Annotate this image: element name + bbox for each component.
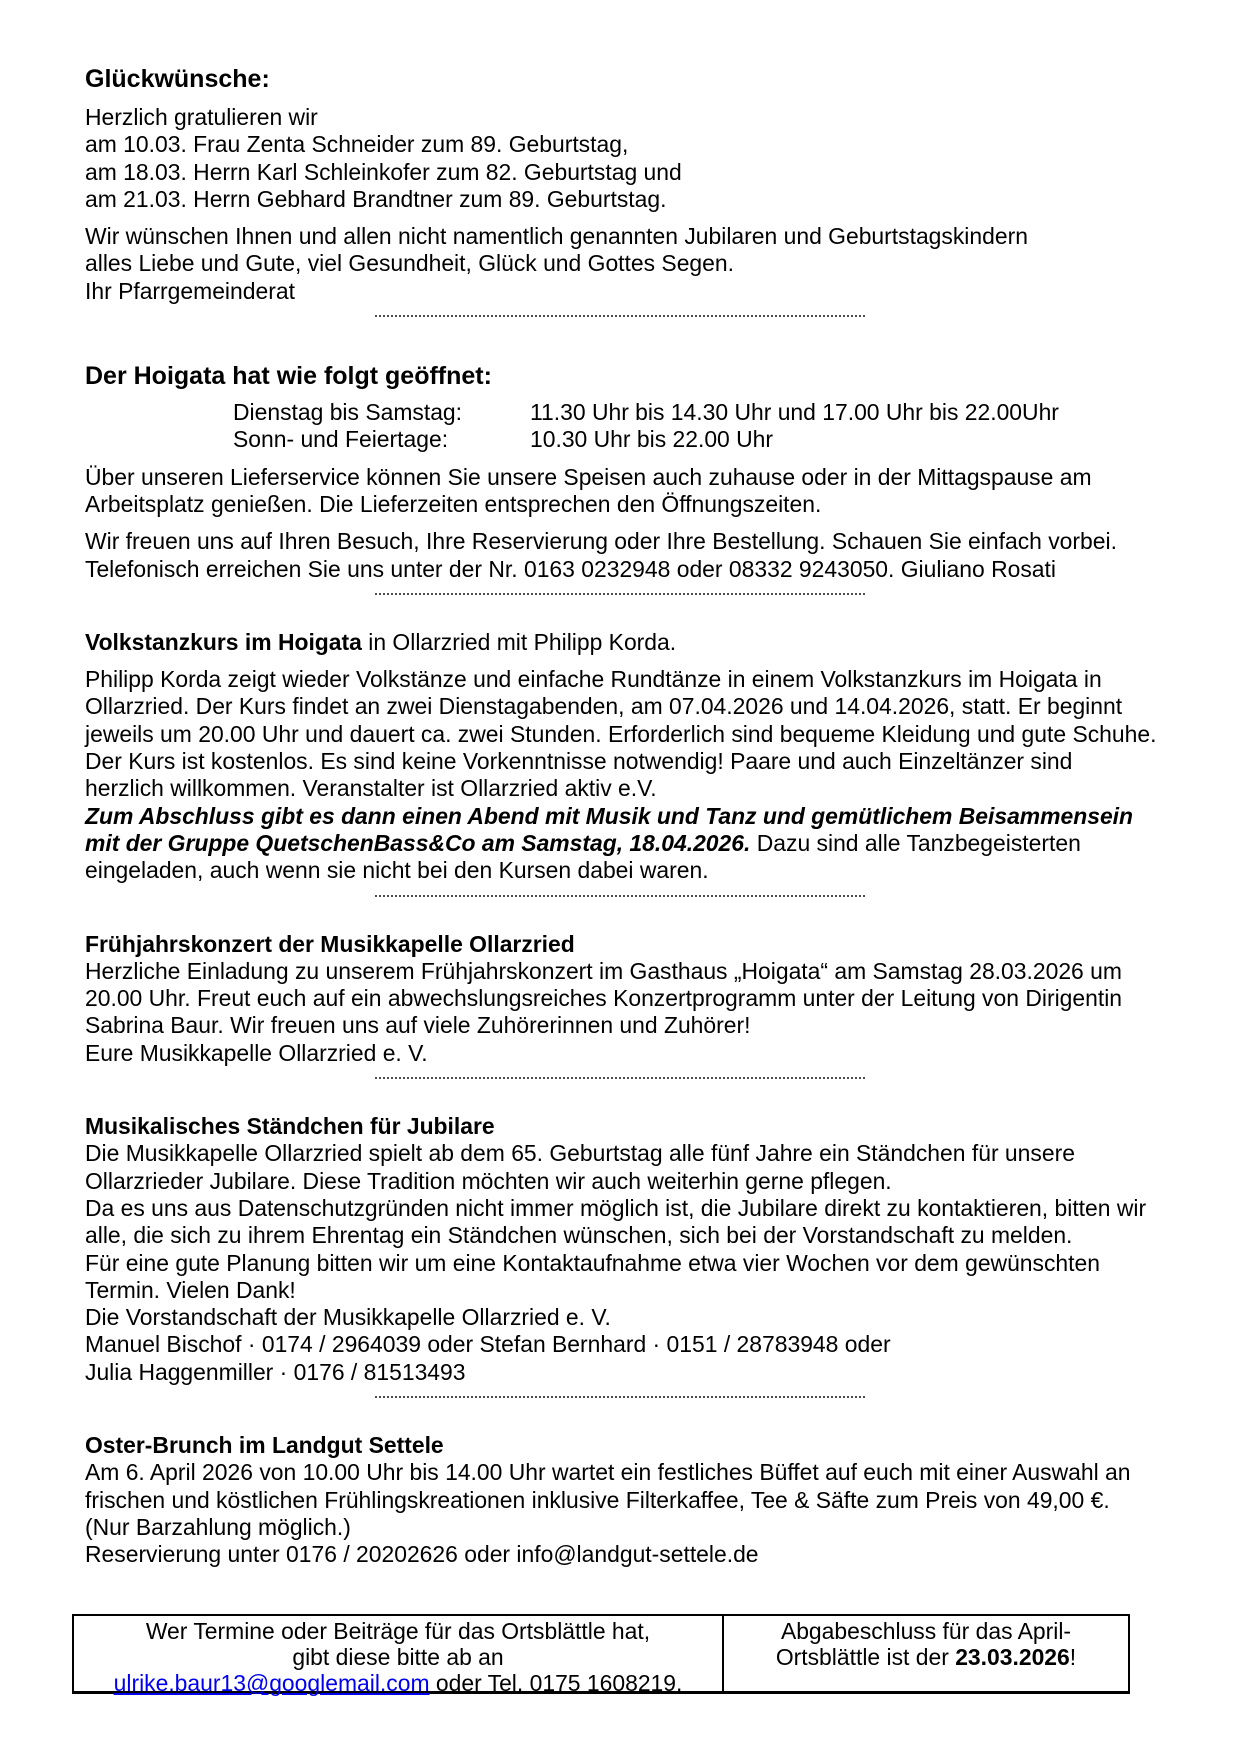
text-line: Ollarzried. Der Kurs findet an zwei Dienstagabenden, am 07.04.2026 und 14.04.2026, statt. Er beginnt <box>85 693 1123 720</box>
opening-hours-day-label: Sonn- und Feiertage: <box>233 426 449 453</box>
opening-hours-time-value: 10.30 Uhr bis 22.00 Uhr <box>530 426 774 453</box>
text-segment: mit der Gruppe QuetschenBass&Co am Samstag, 18.04.2026. <box>85 829 751 856</box>
text-line: Die Vorstandschaft der Musikkapelle Ollarzried e. V. <box>85 1304 611 1331</box>
paragraph <box>85 464 1130 519</box>
text-line: Wir freuen uns auf Ihren Besuch, Ihre Reservierung oder Ihre Bestellung. Schauen Sie einfach vorbei. <box>85 528 1117 555</box>
section-volkstanzkurs <box>85 628 1157 897</box>
text-line: Reservierung unter 0176 / 20202626 oder info@landgut-settele.de <box>85 1541 759 1568</box>
text-segment: 23.03.2026 <box>955 1644 1070 1671</box>
opening-hours-row <box>233 426 1130 453</box>
footer-text-line: gibt diese bitte ab an <box>292 1644 504 1671</box>
opening-hours-time-value: 11.30 Uhr bis 14.30 Uhr und 17.00 Uhr bis 22.00Uhr <box>530 399 1059 426</box>
footer-text-line: Abgabeschluss für das April- <box>780 1618 1072 1645</box>
section-glueckwuensche <box>85 64 1130 317</box>
text-line: (Nur Barzahlung möglich.) <box>85 1513 351 1540</box>
section-heading: Der Hoigata hat wie folgt geöffnet: <box>85 362 492 391</box>
text-segment: Ortsblättle ist der <box>775 1644 956 1671</box>
text-line: 20.00 Uhr. Freut euch auf ein abwechslungsreiches Konzertprogramm unter der Leitung von Dirigentin <box>85 985 1123 1012</box>
text-line: am 18.03. Herrn Karl Schleinkofer zum 82. Geburtstag und <box>85 158 682 185</box>
dotted-divider <box>375 315 865 317</box>
text-line: am 21.03. Herrn Gebhard Brandtner zum 89. Geburtstag. <box>85 185 667 212</box>
text-line: eingeladen, auch wenn sie nicht bei den Kursen dabei waren. <box>85 857 709 884</box>
dotted-divider <box>375 895 865 897</box>
dotted-divider <box>375 593 865 595</box>
text-line: Julia Haggenmiller · 0176 / 81513493 <box>85 1358 466 1385</box>
text-segment: Zum Abschluss gibt es dann einen Abend mit Musik und Tanz und gemütlichem Beisammensein <box>85 802 1134 829</box>
footer-submission-info <box>74 1616 724 1697</box>
text-line: Termin. Vielen Dank! <box>85 1276 296 1303</box>
paragraph <box>85 666 1157 884</box>
footer-box <box>72 1614 1130 1697</box>
paragraph <box>85 104 1130 213</box>
text-line: jeweils um 20.00 Uhr und dauert ca. zwei Stunden. Erforderlich sind bequeme Kleidung und gute Schuhe. <box>85 720 1157 747</box>
text-line: Ollarzrieder Jubilare. Diese Tradition möchten wir auch weiterhin gerne pflegen. <box>85 1167 892 1194</box>
dotted-divider <box>375 1077 865 1079</box>
section-fruehjahrskonzert <box>85 931 1130 1079</box>
section-heading: Glückwünsche: <box>85 65 270 93</box>
paragraph <box>85 223 1130 305</box>
text-segment: Dazu sind alle Tanzbegeisterten <box>750 829 1081 856</box>
text-line: Für eine gute Planung bitten wir um eine Kontaktaufnahme etwa vier Wochen vor dem gewünschten <box>85 1249 1100 1276</box>
section-staendchen <box>85 1113 1147 1398</box>
text-line: Da es uns aus Datenschutzgründen nicht immer möglich ist, die Jubilare direkt zu kontaktieren, bitten wir <box>85 1194 1147 1221</box>
paragraph <box>85 1140 1147 1386</box>
section-hoigata-oeffnung <box>85 361 1130 595</box>
text-line: Arbeitsplatz genießen. Die Lieferzeiten entsprechen den Öffnungszeiten. <box>85 490 822 517</box>
text-line: Herzliche Einladung zu unserem Frühjahrskonzert im Gasthaus „Hoigata“ am Samstag 28.03.2026 um <box>85 957 1122 984</box>
section-heading <box>85 629 1130 656</box>
text-line: Herzlich gratulieren wir <box>85 104 318 130</box>
text-segment: oder Tel. 0175 1608219. <box>429 1670 683 1697</box>
text-line: Die Musikkapelle Ollarzried spielt ab dem 65. Geburtstag alle fünf Jahre ein Ständchen für unsere <box>85 1140 1075 1167</box>
paragraph <box>85 528 1130 583</box>
text-line: Der Kurs ist kostenlos. Es sind keine Vorkenntnisse notwendig! Paare und auch Einzeltänzer sind <box>85 748 1073 775</box>
text-line: Telefonisch erreichen Sie uns unter der Nr. 0163 0232948 oder 08332 9243050. Giuliano Rosati <box>85 555 1056 582</box>
footer-text-line: Wer Termine oder Beiträge für das Ortsblättle hat, <box>145 1618 651 1645</box>
text-line: Am 6. April 2026 von 10.00 Uhr bis 14.00 Uhr wartet ein festliches Büffet auf euch mit einer Auswahl an <box>85 1459 1131 1486</box>
text-line: alles Liebe und Gute, viel Gesundheit, Glück und Gottes Segen. <box>85 250 734 277</box>
text-line <box>85 830 1130 857</box>
text-line: frischen und köstlichen Frühlingskreationen inklusive Filterkaffee, Tee & Säfte zum Preis von 49,00 €. <box>85 1486 1110 1513</box>
section-heading: Oster-Brunch im Landgut Settele <box>85 1431 444 1458</box>
text-line: Über unseren Lieferservice können Sie unsere Speisen auch zuhause oder in der Mittagspause am <box>85 463 1092 490</box>
text-line: Sabrina Baur. Wir freuen uns auf viele Zuhörerinnen und Zuhörer! <box>85 1012 751 1039</box>
text-line: herzlich willkommen. Veranstalter ist Ollarzried aktiv e.V. <box>85 775 657 802</box>
footer-text-line <box>724 1644 1128 1670</box>
text-line: Wir wünschen Ihnen und allen nicht namentlich genannten Jubilaren und Geburtstagskindern <box>85 223 1028 250</box>
newsletter-content <box>85 64 1157 1568</box>
text-segment: ! <box>1069 1644 1077 1671</box>
text-segment: Volkstanzkurs im Hoigata <box>85 628 362 655</box>
opening-hours-table <box>233 399 1130 454</box>
dotted-divider <box>375 1396 865 1398</box>
text-line: am 10.03. Frau Zenta Schneider zum 89. Geburtstag, <box>85 131 629 158</box>
section-heading: Frühjahrskonzert der Musikkapelle Ollarzried <box>85 930 575 957</box>
text-segment: in Ollarzried mit Philipp Korda. <box>361 628 677 655</box>
section-heading: Musikalisches Ständchen für Jubilare <box>85 1113 495 1140</box>
text-line: Philipp Korda zeigt wieder Volkstänze und einfache Rundtänze in einem Volkstanzkurs im Hoigata in <box>85 666 1102 693</box>
footer-text-line <box>74 1670 722 1696</box>
text-line <box>85 802 1134 830</box>
text-line: Ihr Pfarrgemeinderat <box>85 277 295 304</box>
paragraph <box>85 1459 1130 1568</box>
paragraph <box>85 958 1130 1067</box>
text-line: alle, die sich zu ihrem Ehrentag ein Ständchen wünschen, sich bei der Vorstandschaft zu melden. <box>85 1222 1073 1249</box>
text-line: Eure Musikkapelle Ollarzried e. V. <box>85 1039 428 1066</box>
section-oster-brunch <box>85 1432 1130 1568</box>
opening-hours-day-label: Dienstag bis Samstag: <box>233 399 463 426</box>
email-link[interactable]: ulrike.baur13@googlemail.com <box>113 1670 430 1697</box>
footer-deadline-info <box>724 1616 1128 1691</box>
opening-hours-row <box>233 399 1130 426</box>
text-line: Manuel Bischof · 0174 / 2964039 oder Stefan Bernhard · 0151 / 28783948 oder <box>85 1331 891 1358</box>
